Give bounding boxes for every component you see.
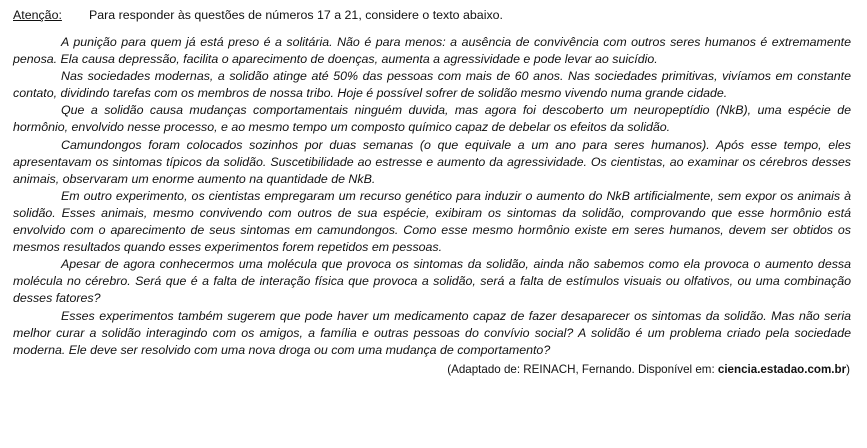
paragraph-5: Em outro experimento, os cientistas empregaram um recurso genético para induzir o aumento do NkB artificialmente, sem expor os animais à solidão. Esses animais, mesmo convivendo com outros de sua espécie, exibiram os sintomas da solidão, comprovando que esse hormônio está envolvido com o aparecimento de seus sintomas em camundongos. Como esse mesmo hormônio existe em seres humanos, devem ser obtidos os mesmos resultados quando esses experimentos forem repetidos em pessoas. xyxy=(13,188,851,255)
paragraph-3: Que a solidão causa mudanças comportamentais ninguém duvida, mas agora foi descoberto um neuropeptídio (NkB), uma espécie de hormônio, envolvido nesse processo, e ao mesmo tempo um composto químico capaz de debelar os efeitos da solidão. xyxy=(13,103,851,135)
article-body xyxy=(13,34,851,359)
paragraph-4: Camundongos foram colocados sozinhos por duas semanas (o que equivale a um ano para seres humanos). Após esse tempo, eles apresentavam os sintomas típicos da solidão. Suscetibilidade ao estresse e aumento da agressividade. Os cientistas, ao examinar os cérebros desses animais, observaram um enorme aumento na quantidade de NkB. xyxy=(13,137,851,186)
source-suffix: ) xyxy=(846,362,850,376)
source-citation xyxy=(13,362,851,378)
paragraph-6: Apesar de agora conhecermos uma molécula que provoca os sintomas da solidão, ainda não sabemos como ela provoca o aumento dessa molécula no cérebro. Será que é a falta de interação física que provoca a solidão, será a falta de estímulos visuais ou olfativos, ou uma combinação desses fatores? xyxy=(13,257,851,306)
paragraph-1: A punição para quem já está preso é a solitária. Não é para menos: a ausência de convivência com outros seres humanos é extremamente penosa. Ela causa depressão, facilita o aparecimento de doenças, aumenta a agressividade e pode levar ao suicídio. xyxy=(13,35,851,67)
attention-header xyxy=(13,7,851,23)
source-prefix: (Adaptado de: REINACH, Fernando. Disponível em: xyxy=(447,362,718,376)
paragraph-7: Esses experimentos também sugerem que pode haver um medicamento capaz de fazer desaparecer os sintomas da solidão. Mas não seria melhor curar a solidão interagindo com os amigos, a família e outras pessoas do convívio social? A solidão é um problema criado pela sociedade moderna. Ele deve ser resolvido com uma nova droga ou com uma mudança de comportamento? xyxy=(13,308,851,357)
paragraph-2: Nas sociedades modernas, a solidão atinge até 50% das pessoas com mais de 60 anos. Nas sociedades primitivas, vivíamos em constante contato, dividindo tarefas com os membros de nossa tribo. Hoje é possível sofrer de solidão mesmo vivendo numa grande cidade. xyxy=(13,69,851,101)
source-site: ciencia.estadao.com.br xyxy=(717,362,847,376)
attention-instruction: Para responder às questões de números 17 a 21, considere o texto abaixo. xyxy=(89,8,503,22)
attention-label: Atenção: xyxy=(13,8,62,22)
